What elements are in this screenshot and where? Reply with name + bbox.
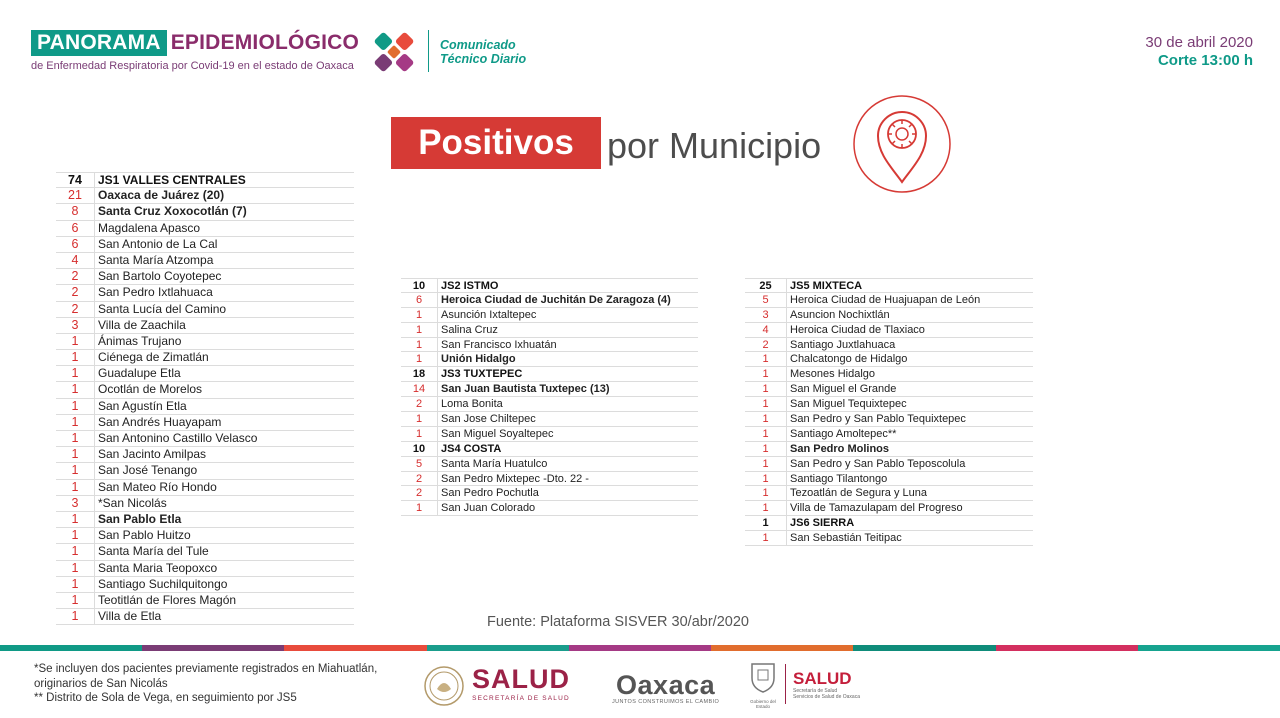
municipality-name: Santa Maria Teopoxco (94, 561, 354, 576)
comunicado-label (440, 38, 526, 66)
municipality-name: San Antonio de La Cal (94, 237, 354, 252)
color-bar-segment (711, 645, 853, 651)
gobierno-label: Gobierno del Estado (750, 699, 776, 709)
table-row (401, 338, 698, 353)
table-section-header (745, 278, 1033, 293)
case-count: 1 (71, 463, 79, 478)
case-count: 1 (415, 502, 423, 515)
brand-subtitle: de Enfermedad Respiratoria por Covid-19 en el estado de Oaxaca (31, 60, 354, 72)
case-count: 1 (762, 502, 769, 515)
municipality-name: San Pedro Mixtepec -Dto. 22 - (437, 472, 698, 486)
municipality-name: San Jacinto Amilpas (94, 447, 354, 462)
municipality-name: San Pedro Molinos (786, 442, 1033, 456)
municipality-name: JS6 SIERRA (786, 516, 1033, 530)
case-count: 1 (762, 413, 769, 426)
case-count: 1 (71, 511, 79, 526)
municipality-name: Santa María Huatulco (437, 457, 698, 471)
table-row (401, 457, 698, 472)
table-row (401, 352, 698, 367)
table-section-header (401, 367, 698, 382)
municipality-name: San Pedro y San Pablo Tequixtepec (786, 412, 1033, 426)
table-row (745, 352, 1033, 367)
municipality-name: San Bartolo Coyotepec (94, 269, 354, 284)
table-row (745, 397, 1033, 412)
case-count: 1 (71, 528, 79, 543)
table-row (401, 427, 698, 442)
header-divider (428, 30, 429, 72)
gobierno-estado-logo (745, 660, 781, 709)
report-date (1145, 34, 1253, 70)
title-highlight: Positivos (391, 117, 601, 169)
table-section-header (401, 442, 698, 457)
municipality-name: San Pedro Pochutla (437, 486, 698, 500)
case-count: 1 (71, 398, 79, 413)
case-count: 1 (762, 442, 769, 455)
case-count: 74 (68, 173, 82, 187)
table-row (56, 382, 354, 398)
table-row (56, 431, 354, 447)
case-count: 1 (71, 414, 79, 429)
table-row (56, 561, 354, 577)
table-row (56, 609, 354, 625)
municipality-name: Ocotlán de Morelos (94, 382, 354, 397)
municipality-name: San Sebastián Teitipac (786, 531, 1033, 545)
case-count: 14 (412, 383, 426, 396)
case-count: 1 (762, 398, 769, 411)
case-count: 1 (415, 427, 423, 440)
municipality-name: Santa Lucía del Camino (94, 302, 354, 317)
brand-epidemiologico: EPIDEMIOLÓGICO (170, 31, 360, 54)
case-count: 1 (415, 323, 423, 336)
case-count: 10 (412, 442, 426, 455)
case-count: 1 (415, 353, 423, 366)
table-row (745, 338, 1033, 353)
municipality-name: Oaxaca de Juárez (20) (94, 188, 354, 203)
case-count: 1 (762, 353, 769, 366)
date-text: 30 de abril 2020 (1145, 34, 1253, 51)
municipality-name: San Juan Colorado (437, 501, 698, 515)
case-count: 8 (71, 204, 79, 219)
table-row (56, 188, 354, 204)
municipality-name: Chalcatongo de Hidalgo (786, 352, 1033, 366)
table-row (56, 593, 354, 609)
case-count: 1 (71, 333, 79, 348)
municipality-name: San Pablo Huitzo (94, 528, 354, 543)
table-row (56, 302, 354, 318)
table-row (56, 480, 354, 496)
table-row (401, 382, 698, 397)
municipality-name: Santa María Atzompa (94, 253, 354, 268)
table-row (56, 366, 354, 382)
footnote-line-1: *Se incluyen dos pacientes previamente registrados en Miahuatlán, (34, 663, 378, 675)
table-valles-centrales (56, 172, 354, 625)
table-row (56, 399, 354, 415)
oaxaca-tagline: JUNTOS CONSTRUIMOS EL CAMBIO (612, 699, 720, 705)
municipality-name: Heroica Ciudad de Juchitán De Zaragoza (4) (437, 293, 698, 307)
oaxaca-wordmark: Oaxaca (616, 670, 716, 700)
color-bar (0, 645, 1280, 651)
municipality-name: Villa de Tamazulapam del Progreso (786, 501, 1033, 515)
footnote-line-3: ** Distrito de Sola de Vega, en seguimiento por JS5 (34, 692, 297, 704)
case-count: 2 (415, 398, 423, 411)
case-count: 1 (762, 457, 769, 470)
case-count: 1 (71, 431, 79, 445)
table-row (401, 308, 698, 323)
color-bar-segment (284, 645, 426, 651)
table-section-header (745, 516, 1033, 531)
color-bar-segment (427, 645, 569, 651)
case-count: 1 (762, 368, 769, 381)
color-bar-segment (1138, 645, 1280, 651)
footer-divider (785, 664, 786, 704)
table-section-header (401, 278, 698, 293)
table-row (745, 531, 1033, 546)
table-row (401, 397, 698, 412)
table-row (745, 472, 1033, 487)
municipality-name: San Miguel Tequixtepec (786, 397, 1033, 411)
case-count: 1 (71, 479, 79, 494)
municipality-name: Santiago Tilantongo (786, 472, 1033, 486)
table-row (56, 269, 354, 285)
table-row (745, 501, 1033, 516)
municipality-name: Heroica Ciudad de Tlaxiaco (786, 323, 1033, 337)
table-row (745, 323, 1033, 338)
case-count: 1 (762, 487, 769, 500)
municipality-name: Loma Bonita (437, 397, 698, 411)
municipality-name: Villa de Zaachila (94, 318, 354, 333)
cutoff-time: Corte 13:00 h (1157, 52, 1253, 69)
table-row (56, 577, 354, 593)
table-row (56, 496, 354, 512)
salud2-sub-1: Secretaría de Salud (793, 688, 838, 694)
table-row (56, 221, 354, 237)
municipality-name: Santiago Suchilquitongo (94, 577, 354, 592)
footnote-line-2: originarios de San Nicolás (34, 677, 168, 690)
table-row (745, 293, 1033, 308)
municipality-name: Salina Cruz (437, 323, 698, 337)
case-count: 6 (415, 293, 423, 306)
case-count: 1 (762, 472, 769, 485)
secretaria-salud-logo (472, 664, 570, 702)
table-row (401, 486, 698, 501)
table-row (401, 501, 698, 516)
case-count: 10 (412, 280, 426, 292)
municipality-name: Ciénega de Zimatlán (94, 350, 354, 365)
table-row (56, 463, 354, 479)
municipality-name: San Pedro Ixtlahuaca (94, 285, 354, 300)
municipality-name: Asunción Ixtaltepec (437, 308, 698, 322)
case-count: 1 (762, 517, 769, 530)
table-row (56, 512, 354, 528)
table-row (745, 442, 1033, 457)
table-row (56, 350, 354, 366)
table-row (745, 427, 1033, 442)
case-count: 3 (71, 317, 79, 332)
table-mixteca-sierra (745, 278, 1033, 546)
case-count: 4 (71, 252, 79, 267)
table-row (401, 412, 698, 427)
municipality-name: San Juan Bautista Tuxtepec (13) (437, 382, 698, 396)
table-row (56, 415, 354, 431)
salud2-wordmark: SALUD (793, 669, 852, 688)
source-note: Fuente: Plataforma SISVER 30/abr/2020 (487, 614, 749, 630)
municipality-name: JS4 COSTA (437, 442, 698, 456)
cross-logo-icon (370, 28, 418, 76)
municipality-name: San Antonino Castillo Velasco (94, 431, 354, 446)
title-rest: por Municipio (607, 125, 822, 166)
table-row (56, 544, 354, 560)
municipality-name: Guadalupe Etla (94, 366, 354, 381)
case-count: 5 (762, 293, 769, 306)
table-row (56, 253, 354, 269)
national-seal-icon (423, 665, 465, 707)
case-count: 1 (71, 382, 79, 397)
state-shield-icon (748, 660, 778, 694)
table-row (56, 334, 354, 350)
table-row (56, 528, 354, 544)
table-row (401, 472, 698, 487)
municipality-name: San Mateo Río Hondo (94, 480, 354, 495)
table-row (745, 457, 1033, 472)
table-row (745, 308, 1033, 323)
municipality-name: San Pablo Etla (94, 512, 354, 527)
municipality-name: San Francisco Ixhuatán (437, 338, 698, 352)
case-count: 1 (71, 592, 79, 607)
case-count: 2 (71, 301, 79, 316)
municipality-name: Asuncion Nochixtlán (786, 308, 1033, 322)
municipality-name: San Agustín Etla (94, 399, 354, 414)
case-count: 2 (415, 487, 423, 500)
oaxaca-logo (612, 670, 719, 705)
case-count: 18 (412, 368, 426, 381)
footnotes (34, 662, 377, 706)
municipality-name: Mesones Hidalgo (786, 367, 1033, 381)
municipality-name: Santa Cruz Xoxocotlán (7) (94, 204, 354, 219)
case-count: 1 (71, 544, 79, 559)
municipality-name: San José Tenango (94, 463, 354, 478)
municipality-name: JS1 VALLES CENTRALES (94, 173, 354, 187)
case-count: 2 (71, 285, 79, 300)
table-row (56, 318, 354, 334)
case-count: 1 (71, 447, 79, 462)
case-count: 3 (762, 308, 769, 321)
table-row (56, 237, 354, 253)
table-row (745, 486, 1033, 501)
municipality-name: Heroica Ciudad de Huajuapan de León (786, 293, 1033, 307)
case-count: 3 (71, 495, 79, 510)
case-count: 1 (762, 532, 769, 545)
municipality-name: San Andrés Huayapam (94, 415, 354, 430)
salud-subtitle: SECRETARÍA DE SALUD (472, 695, 570, 702)
case-count: 1 (71, 366, 79, 381)
case-count: 2 (71, 269, 79, 284)
municipality-name: San Miguel Soyaltepec (437, 427, 698, 441)
servicios-salud-logo (793, 669, 860, 700)
case-count: 4 (762, 323, 769, 336)
municipality-name: Santiago Amoltepec** (786, 427, 1033, 441)
municipality-name: *San Nicolás (94, 496, 354, 511)
municipality-name: Tezoatlán de Segura y Luna (786, 486, 1033, 500)
case-count: 6 (71, 236, 79, 251)
municipality-name: Unión Hidalgo (437, 352, 698, 366)
municipality-name: Villa de Etla (94, 609, 354, 624)
municipality-name: San Jose Chiltepec (437, 412, 698, 426)
municipality-name: Teotitlán de Flores Magón (94, 593, 354, 608)
case-count: 1 (415, 308, 423, 321)
salud2-sub-2: Servicios de Salud de Oaxaca (793, 694, 860, 700)
municipality-name: JS3 TUXTEPEC (437, 367, 698, 381)
brand-logo (31, 30, 359, 72)
table-row (56, 204, 354, 220)
case-count: 5 (415, 457, 423, 470)
case-count: 1 (71, 350, 79, 365)
municipality-name: JS5 MIXTECA (786, 279, 1033, 292)
municipality-name: Ánimas Trujano (94, 334, 354, 349)
case-count: 1 (762, 427, 769, 440)
table-istmo-tuxtepec-costa (401, 278, 698, 516)
municipality-name: San Pedro y San Pablo Teposcolula (786, 457, 1033, 471)
case-count: 1 (71, 576, 79, 591)
table-row (745, 367, 1033, 382)
table-row (401, 323, 698, 338)
table-section-header (56, 172, 354, 188)
color-bar-segment (569, 645, 711, 651)
color-bar-segment (996, 645, 1138, 651)
case-count: 1 (762, 383, 769, 396)
comunicado-line-2: Técnico Diario (440, 52, 527, 66)
table-row (56, 447, 354, 463)
salud-wordmark: SALUD (472, 664, 570, 694)
municipality-name: Magdalena Apasco (94, 221, 354, 236)
comunicado-line-1: Comunicado (440, 38, 516, 52)
case-count: 25 (759, 280, 772, 292)
color-bar-segment (142, 645, 284, 651)
case-count: 1 (71, 609, 79, 624)
case-count: 1 (71, 560, 79, 575)
virus-location-pin-icon (852, 94, 952, 194)
municipality-name: San Miguel el Grande (786, 382, 1033, 396)
case-count: 21 (68, 188, 82, 203)
table-row (745, 412, 1033, 427)
municipality-name: Santa María del Tule (94, 544, 354, 559)
municipality-name: JS2 ISTMO (437, 279, 698, 292)
color-bar-segment (853, 645, 995, 651)
case-count: 2 (762, 338, 769, 351)
case-count: 1 (415, 338, 423, 351)
case-count: 2 (415, 472, 423, 485)
brand-panorama: PANORAMA (31, 30, 167, 56)
municipality-name: Santiago Juxtlahuaca (786, 338, 1033, 352)
table-row (401, 293, 698, 308)
table-row (56, 285, 354, 301)
case-count: 6 (71, 220, 79, 235)
table-row (745, 382, 1033, 397)
color-bar-segment (0, 645, 142, 651)
case-count: 1 (415, 413, 423, 426)
